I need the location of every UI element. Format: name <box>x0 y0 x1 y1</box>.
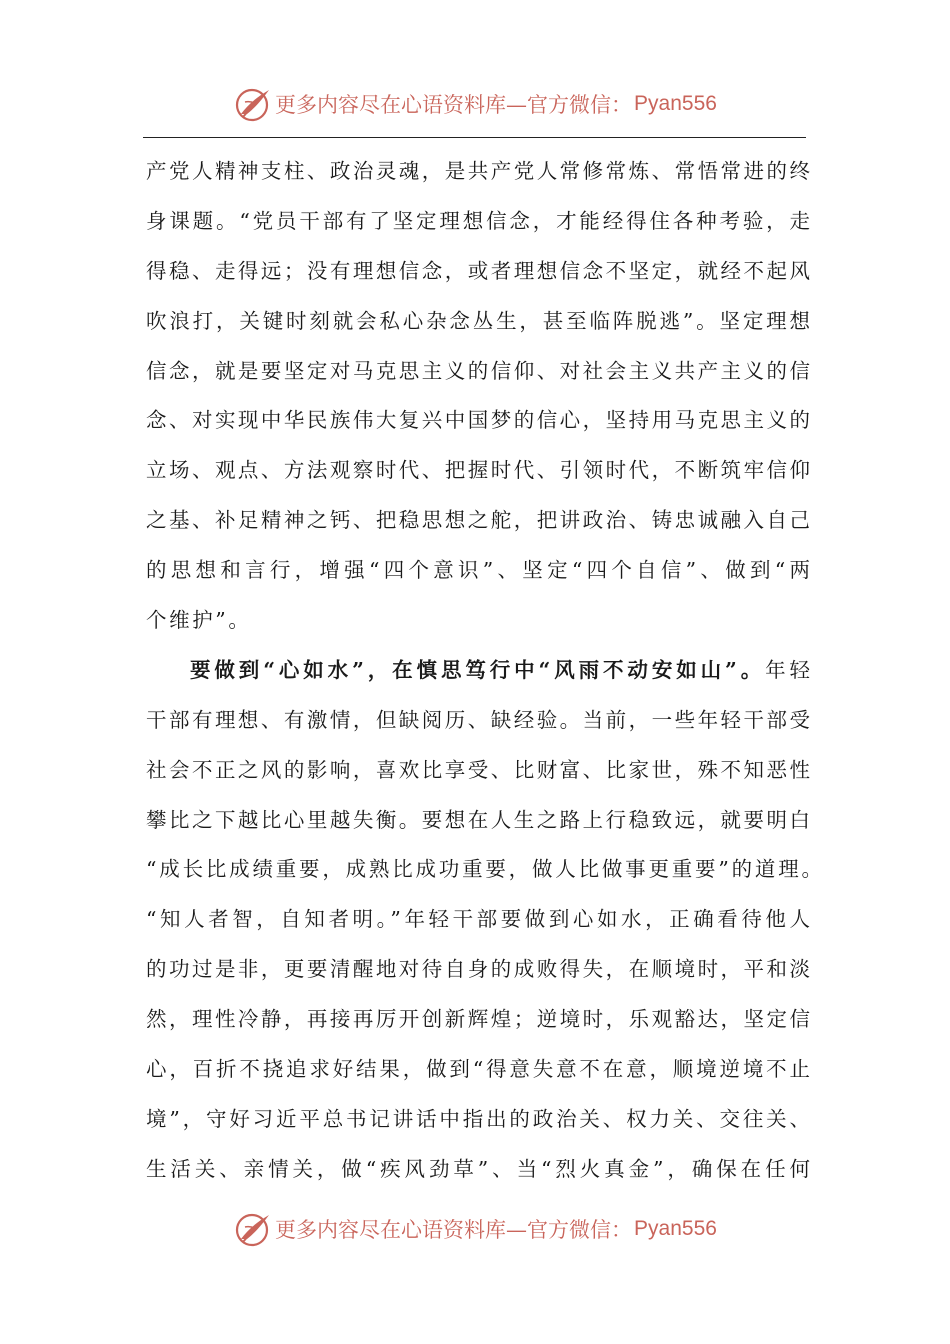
text-line: 之基、补足精神之钙、把稳思想之舵，把讲政治、铸忠诚融入自己 <box>146 508 810 533</box>
text-line: 生活关、亲情关，做“疾风劲草”、当“烈火真金”，确保在任何 <box>146 1156 810 1181</box>
text-line: 心，百折不挠追求好结果，做到“得意失意不在意，顺境逆境不止 <box>146 1057 810 1082</box>
paragraph-heading: 要做到“心如水”，在慎思笃行中“风雨不动安如山”。 <box>190 657 766 682</box>
footer-wechat-id: Pyan556 <box>634 1217 717 1240</box>
header-banner-text: 更多内容尽在心语资料库—官方微信： <box>275 93 633 117</box>
text-line: 吹浪打，关键时刻就会私心杂念丛生，甚至临阵脱逃”。坚定理想 <box>146 308 810 333</box>
text-fragment: 年轻 <box>765 657 811 682</box>
text-line: “知人者智，自知者明。”年轻干部要做到心如水，正确看待他人 <box>146 907 810 932</box>
header-divider <box>143 137 806 138</box>
text-line: 信念，就是要坚定对马克思主义的信仰、对社会主义共产主义的信 <box>146 358 810 383</box>
header-wechat-id: Pyan556 <box>634 92 717 115</box>
text-line: 攀比之下越比心里越失衡。要想在人生之路上行稳致远，就要明白 <box>146 807 810 832</box>
quill-logo-icon <box>233 1209 273 1249</box>
text-line: 境”，守好习近平总书记讲话中指出的政治关、权力关、交往关、 <box>146 1106 810 1131</box>
paragraph-heading-line <box>146 646 810 696</box>
quill-logo-icon <box>233 84 273 124</box>
text-line: 得稳、走得远；没有理想信念，或者理想信念不坚定，就经不起风 <box>146 258 810 283</box>
text-line: 然，理性冷静，再接再厉开创新辉煌；逆境时，乐观豁达，坚定信 <box>146 1007 810 1032</box>
document-body <box>146 147 822 1195</box>
text-line: 个维护”。 <box>146 608 252 633</box>
text-line: 社会不正之风的影响，喜欢比享受、比财富、比家世，殊不知恶性 <box>146 757 810 782</box>
text-line: 产党人精神支柱、政治灵魂，是共产党人常修常炼、常悟常进的终 <box>146 159 810 183</box>
text-line: 念、对实现中华民族伟大复兴中国梦的信心，坚持用马克思主义的 <box>146 408 810 433</box>
text-line: 干部有理想、有激情，但缺阅历、缺经验。当前，一些年轻干部受 <box>146 707 810 732</box>
text-line: 立场、观点、方法观察时代、把握时代、引领时代，不断筑牢信仰 <box>146 458 810 483</box>
footer-banner <box>0 1207 950 1251</box>
text-line: “成长比成绩重要，成熟比成功重要，做人比做事更重要”的道理。 <box>146 857 822 882</box>
text-line: 的思想和言行，增强“四个意识”、坚定“四个自信”、做到“两 <box>146 558 810 583</box>
header-banner <box>0 82 950 126</box>
footer-banner-text: 更多内容尽在心语资料库—官方微信： <box>275 1218 633 1242</box>
text-line: 的功过是非，更要清醒地对待自身的成败得失，在顺境时，平和淡 <box>146 957 810 982</box>
text-line: 身课题。“党员干部有了坚定理想信念，才能经得住各种考验，走 <box>146 208 810 233</box>
